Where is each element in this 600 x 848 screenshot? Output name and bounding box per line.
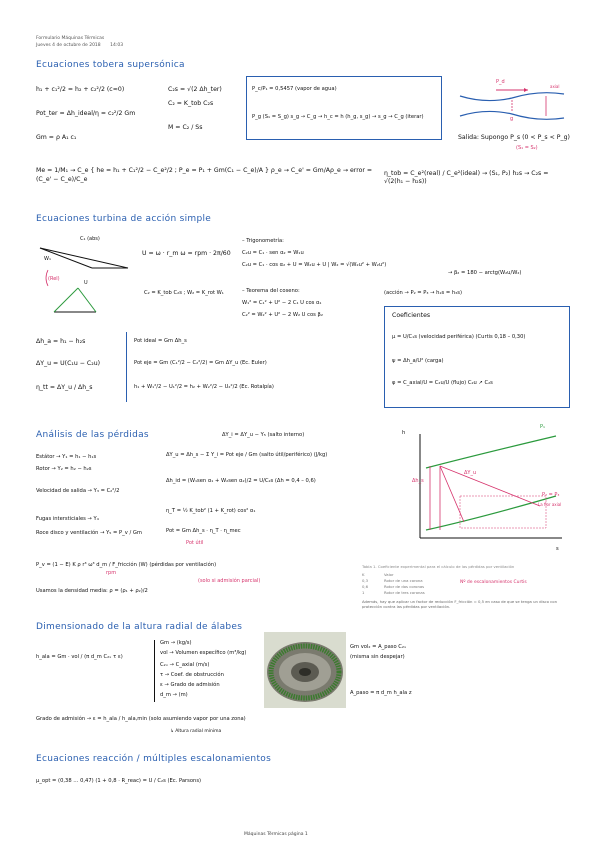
useful-power-eq: Pot = Gm Δh_s · η_T · η_mec [166,528,241,534]
turbine-efficiency-eq: η_tt = ΔY_u / Δh_s [36,384,93,391]
tobera-eq-energy: h₁ + c₁²/2 = h₂ + c₂²/2 (c≈0) [36,86,125,93]
tobera-exit-iteration: Me = 1/M₁ → C_e { he = h₁ + C₁²/2 − C_e²/2 ; P_e = P₁ + Gm(C₁ − C_e)/A } ρ_e → C_e' = Gm/Aρ_e → error = (C_e' − C_e)/C_e [36,167,373,183]
area-relation-sub: (misma sin despejar) [350,654,405,660]
admission-min-note: ↳ Altura radial mínima [170,729,222,734]
coef-flow: φ = C_axial/U = C₂u/U (flujo) C₂u ↗ C₂s [392,380,493,386]
loss-disk-friction: Roce disco y ventilación → Y₅ = P_v / Gm [36,530,142,536]
turbine-rotor-image [264,632,346,708]
parsons-eq: μ_opt = (0,38 … 0,47) (1 + 0,8 · R_reac) = U / C₂s (Ec. Parsons) [36,778,202,784]
critical-ratio-eq: P_c/P₁ = 0,5457 (vapor de agua) [252,86,337,92]
legend-gm: Gm → (kg/s) [160,640,192,646]
internal-drop-eq: ΔY_i = ΔY_u − Y₅ (salto interno) [222,432,305,438]
divider-vertical [126,332,127,402]
coef-speed-ratio: μ = U/C₁s (velocidad periférica) (Curtis 0,18 – 0,30) [392,334,526,340]
coefficients-title: Coeficientes [392,312,431,319]
trig-eq-3: → β₂ = 180 − arctg(W₂u/W₂) [448,270,522,276]
useful-drop-eq: ΔY_u = Δh_s − Σ Y_i = Pot eje / Gm (salto útil/periférico) (J/kg) [166,452,328,458]
salida-eq [458,134,570,142]
table-caption: Tabla 1. Coeficiente experimental para el cálculo de las pérdidas por ventilación [362,564,515,569]
mean-density-eq: Usamos la densidad media: ρ = (ρ₁ + ρ₂)/2 [36,588,148,594]
tobera-eq-mach: M = C₂ / Ss [168,124,203,131]
table-cell: K [362,571,365,577]
table-cell: 0,6 [362,583,369,589]
document-date [36,43,123,49]
legend-vol: vol → Volumen específico (m³/kg) [160,650,247,656]
legend-epsilon: ε → Grado de admisión [160,682,220,688]
loss-rotor: Rotor → Y₂ = h₂ − h₂s [36,466,92,472]
throat-iteration-eq: P_g (S₁ = S_g) s_g → C_g → h_c = h (h_g, s_g) → s_g → C_g (iterar) [252,114,424,120]
section-title-reaccion: Ecuaciones reacción / múltiples escalonamientos [36,754,272,764]
hs-axis-h: h [402,430,406,436]
table-cell: Rotor de una corona [384,577,423,583]
admission-degree-eq: Grado de admisión → ε = h_ala / h_ala,min (solo asumiendo vapor por una zona) [36,716,246,722]
table-arrow-note: Nº de escalonamientos Curtis [460,580,527,585]
document-title: Formulario Máquinas Térmicas [36,36,105,41]
cosine-eq-1: W₁² = C₁² + U² − 2 C₁ U cos α₁ [242,300,322,306]
accion-note: (acción → P₂ = P₃ → h₂s = h₃s) [384,290,462,296]
tobera-eq-massflow: Gm = ρ A₁ c₁ [36,134,77,141]
tobera-eq-power: Pot_ter = Δh_ideal/η = c₂²/2 Gm [36,110,136,117]
area-relation-eq: Gm vol₂ = A_paso C₂ₓ [350,644,407,650]
triangle-c1-label: C₁ (abs) [80,236,100,242]
coef-load: ψ = Δh_a/U² (carga) [392,358,444,364]
table-cell: Valor [384,571,394,577]
nozzle-label-pd: P_d [496,79,505,85]
tobera-eq-c2: C₂ = K_tob C₂s [168,100,214,107]
hs-label-dh: Δh_s [412,478,424,484]
table-cell: Rotor de dos coronas [384,583,425,589]
table-cell: 0,3 [362,577,369,583]
hs-label-p1: P₁ [540,424,546,430]
useful-work-eq: ΔY_u = U(C₁u − C₂u) [36,360,101,367]
cosine-title: – Teorema del coseno: [242,288,300,294]
trig-eq-2: C₂u = C₁ · cos α₂ + U = W₂u + U | W₂ = √(W₂u² + W₂u²) [242,262,387,268]
trig-eq-1: C₂u = C₁ · sen α₂ = W₁u [242,250,304,256]
cosine-eq-2: C₂² = W₂² + U² − 2 W₂ U cos β₂ [242,312,323,318]
blade-height-eq: h_ala = Gm · vol / (π d_m C₂ₓ τ ε) [36,654,123,660]
enthalpy-drop-eq: Δh_a = h₁ − h₂s [36,338,86,345]
loss-exit-velocity: Velocidad de salida → Y₃ = C₂²/2 [36,488,120,494]
table-footnote: Además, hay que aplicar un factor de reducción F_fricción = 0,5 en caso de que se tenga un disco con protección contra las pérdidas por ventilación. [362,599,557,609]
section-title-turbina: Ecuaciones turbina de acción simple [36,214,212,224]
useful-power-label: Pot útil [186,540,204,546]
hs-label-dyu: ΔY_u [464,470,477,476]
turbine-eta-eq: η_T = ½ K_tob² (1 + K_rot) cos² α₁ [166,508,256,514]
tobera-efficiency: η_tob = C_e²(real) / C_e²(ideal) → (S₁, P₂) h₂s → C₂s = √(2(h₁ − h₂s)) [384,170,549,185]
ventilation-table [362,564,570,609]
pot-ideal-eq: Pot ideal = Gm Δh_s [134,338,187,344]
section-title-tobera: Ecuaciones tobera supersónica [36,60,185,70]
rotalpia-eq: h₁ + W₁²/2 − U₁²/2 = h₂ + W₂²/2 − U₂²/2 (Ec. Rotalpía) [134,384,274,390]
ventilation-loss-eq: P_v = (1 − E) K ρ r³ ω³ d_m / F_fricción (W) (pérdidas por ventilación) [36,562,217,568]
salida-sub: (S₁ = S₂) [516,145,538,151]
hs-label-p2p3: P₂ = P₃ [542,492,560,498]
nozzle-label-axial: axial [550,84,560,89]
coefficients-box [384,306,570,408]
peripheral-speed-eq: U = ω · r_m ω = rpm · 2π/60 [142,250,231,257]
legend-c2x: C₂ₓ → C_axial (m/s) [160,662,210,668]
table-cell: Rotor de tres coronas [384,589,425,595]
ideal-drop-eq: Δh_id = (W₁sen α₁ + W₂sen α₂)/2 = U/C₂s (Δh = 0,4 – 0,6) [166,478,316,484]
tobera-eq-c2s: C₂s = √(2 Δh_ter) [168,86,222,93]
triangle-w1-label: W₁ [44,256,51,262]
legend-bracket [154,640,155,702]
date-text: Jueves 4 de octubre de 2018 [36,43,101,48]
hs-diagram [400,426,570,552]
triangle-u-label: U [84,280,88,286]
section-title-dimensionado: Dimensionado de la altura radial de álabes [36,622,243,632]
table-row [362,589,570,595]
loss-leakage: Fugas intersticiales → Y₄ [36,516,99,522]
friction-coef-eq: C₂ = K_tob C₂s ; W₂ = K_rot W₁ [144,290,224,296]
hs-axis-s: s [556,546,559,552]
loss-stator: Estátor → Y₁ = h₁ − h₁s [36,454,97,460]
salida-text: Salida: Supongo P_s (0 < P_s < P_g) [458,134,570,141]
passage-area-eq: A_paso = π d_m h_ala z [350,690,412,696]
section-title-perdidas: Análisis de las pérdidas [36,430,149,440]
ventilation-rpm-note: rpm [106,570,117,576]
trig-title: – Trigonometría: [242,238,284,244]
table-cell: 1 [362,589,365,595]
time-text: 14:03 [110,43,124,48]
legend-tau: τ → Coef. de obstrucción [160,672,224,678]
legend-dm: d_m → (m) [160,692,188,698]
hs-label-axial: La flor axial [538,502,562,507]
triangle-rel-label: (Rel) [48,276,60,282]
page-footer: Máquinas Térmicas página 1 [244,832,308,837]
nozzle-label-g: g [510,116,514,122]
pot-eje-eq: Pot eje = Gm (C₁²/2 − C₂²/2) = Gm ΔY_u (Ec. Euler) [134,360,267,366]
partial-admission-note: (solo si admisión parcial) [198,578,261,584]
